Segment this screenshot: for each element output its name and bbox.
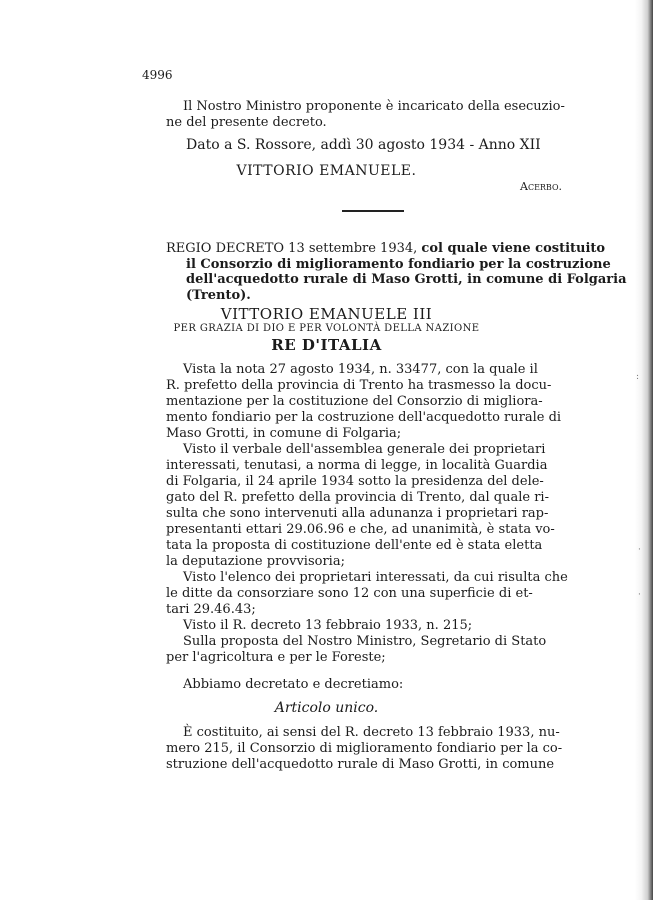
decree-heading-prefix: REGIO DECRETO 13 settembre 1934, — [166, 241, 422, 256]
body-line: Sulla proposta del Nostro Ministro, Segretario di Stato — [183, 634, 547, 649]
intro-line-1: Il Nostro Ministro proponente è incaricato della esecuzio- — [183, 99, 565, 114]
decree-heading-bold: col quale viene costituito — [421, 241, 606, 256]
body-line: per l'agricoltura e per le Foreste; — [166, 650, 386, 665]
article-title: Articolo unico. — [274, 700, 379, 716]
body-line: Visto il verbale dell'assemblea generale dei proprietari — [183, 442, 546, 457]
body-line: Visto l'elenco dei proprietari interessati, da cui risulta che — [183, 570, 568, 585]
section-divider — [342, 210, 404, 212]
body-line: Maso Grotti, in comune di Folgaria; — [166, 426, 402, 441]
dated-line: Dato a S. Rossore, addì 30 agosto 1934 - Anno XII — [186, 137, 541, 153]
body-line: gato del R. prefetto della provincia di Trento, dal quale ri- — [166, 490, 549, 505]
article-line: È costituito, ai sensi del R. decreto 13 febbraio 1933, nu- — [183, 725, 560, 740]
body-line: presentanti ettari 29.06.96 e che, ad unanimità, è stata vo- — [166, 522, 555, 537]
body-line: R. prefetto della provincia di Trento ha trasmesso la docu- — [166, 378, 552, 393]
body-line: la deputazione provvisoria; — [166, 554, 345, 569]
body-line: Visto il R. decreto 13 febbraio 1933, n. 215; — [183, 618, 473, 633]
body-line: mento fondiario per la costruzione dell'acquedotto rurale di — [166, 410, 562, 425]
king-title: VITTORIO EMANUELE III — [220, 305, 433, 323]
body-line: le ditte da consorziare sono 12 con una superficie di et- — [166, 586, 533, 601]
edge-mark: · — [638, 590, 641, 600]
signature: VITTORIO EMANUELE. — [236, 163, 417, 179]
decree-formula: Abbiamo decretato e decretiamo: — [183, 677, 404, 692]
grace-line: PER GRAZIA DI DIO E PER VOLONTÀ DELLA NAZIONE — [173, 323, 480, 334]
edge-mark: : — [636, 372, 640, 382]
edge-mark: · — [638, 545, 641, 555]
page-edge-shadow — [635, 0, 653, 900]
article-line: struzione dell'acquedotto rurale di Maso Grotti, in comune — [166, 757, 555, 772]
countersignature: Acerbo. — [520, 180, 563, 193]
body-line: tata la proposta di costituzione dell'ente ed è stata eletta — [166, 538, 543, 553]
body-line: interessati, tenutasi, a norma di legge, in località Guardia — [166, 458, 548, 473]
decree-heading-line-1 — [166, 240, 605, 257]
body-line: tari 29.46.43; — [166, 602, 256, 617]
body-line: Vista la nota 27 agosto 1934, n. 33477, con la quale il — [183, 362, 538, 377]
body-line: sulta che sono intervenuti alla adunanza i proprietari rap- — [166, 506, 549, 521]
intro-line-2: ne del presente decreto. — [166, 115, 327, 130]
realm-title: RE D'ITALIA — [271, 336, 382, 354]
decree-heading-line-2: il Consorzio di miglioramento fondiario per la costruzione — [186, 257, 611, 272]
decree-heading-line-4: (Trento). — [186, 288, 251, 303]
decree-heading-line-3: dell'acquedotto rurale di Maso Grotti, in comune di Folgaria — [186, 272, 627, 287]
page-number: 4996 — [142, 68, 173, 82]
article-line: mero 215, il Consorzio di miglioramento fondiario per la co- — [166, 741, 563, 756]
body-line: mentazione per la costituzione del Consorzio di migliora- — [166, 394, 543, 409]
body-line: di Folgaria, il 24 aprile 1934 sotto la presidenza del dele- — [166, 474, 544, 489]
